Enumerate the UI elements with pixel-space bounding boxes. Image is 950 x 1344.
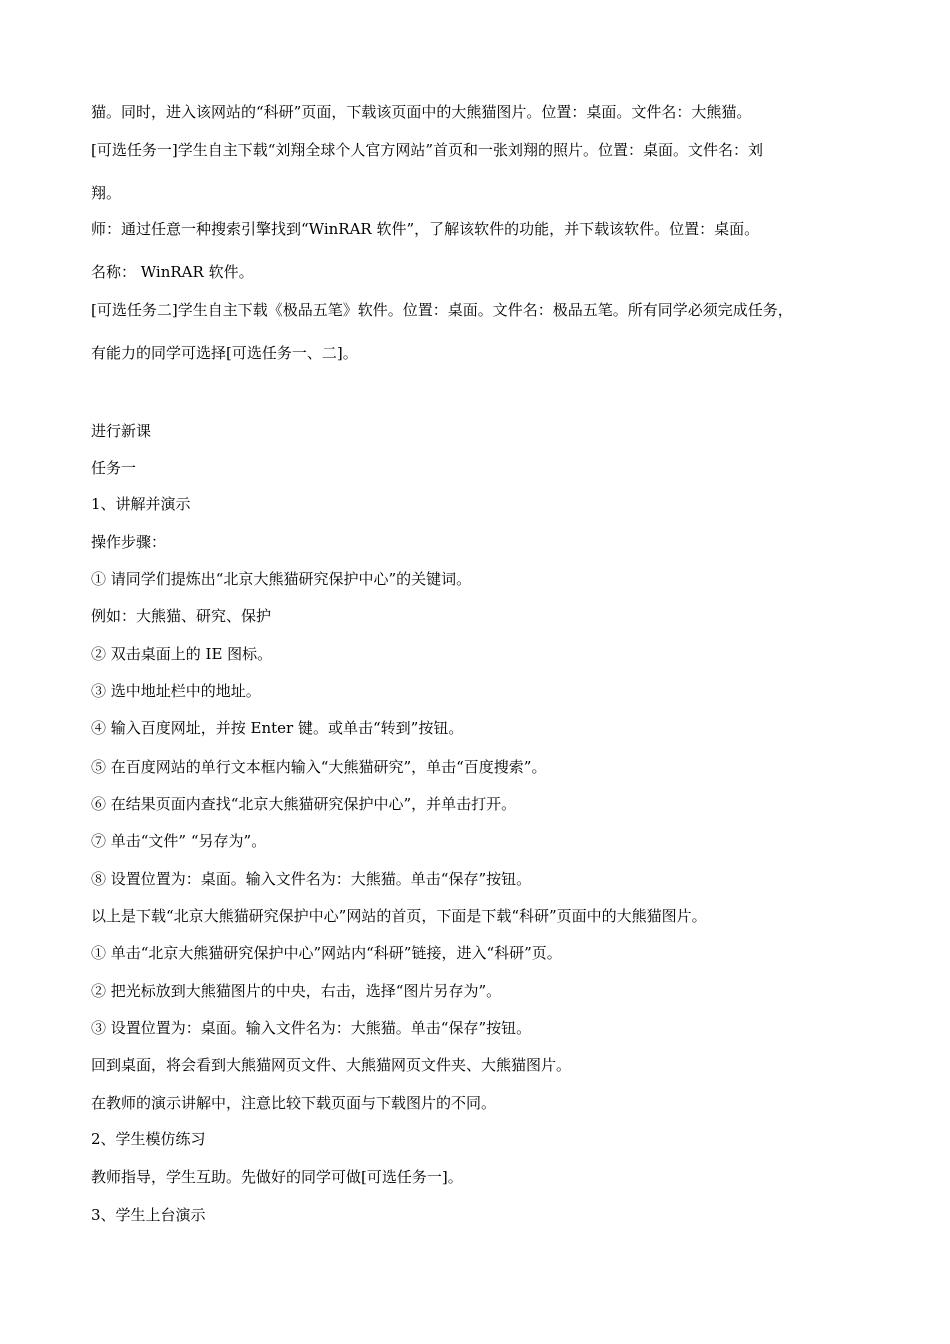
list-item: ② 双击桌面上的 IE 图标。	[91, 645, 273, 663]
list-item: ① 请同学们提炼出“北京大熊猫研究保护中心”的关键词。	[91, 570, 472, 588]
step-heading: 2、学生模仿练习	[91, 1130, 206, 1148]
list-item: ⑥ 在结果页面内查找“北京大熊猫研究保护中心”，并单击打开。	[91, 795, 517, 813]
text-line: 翔。	[91, 184, 122, 202]
text-line: 猫。同时，进入该网站的“科研”页面，下载该页面中的大熊猫图片。位置：桌面。文件名：大熊猫。	[91, 103, 752, 121]
step-heading: 1、讲解并演示	[91, 495, 191, 513]
list-item: ② 把光标放到大熊猫图片的中央，右击，选择“图片另存为”。	[91, 982, 502, 1000]
list-item: ⑤ 在百度网站的单行文本框内输入“大熊猫研究”，单击“百度搜索”。	[91, 758, 547, 776]
text-line: 操作步骤：	[91, 533, 167, 551]
list-item: ③ 选中地址栏中的地址。	[91, 682, 261, 700]
text-line: 有能力的同学可选择[可选任务一、二]。	[91, 344, 358, 362]
text-line: 教师指导，学生互助。先做好的同学可做[可选任务一]。	[91, 1168, 463, 1186]
text-line: [可选任务一]学生自主下载“刘翔全球个人官方网站”首页和一张刘翔的照片。位置：桌面。文件名：刘	[91, 141, 764, 159]
text-line: 回到桌面，将会看到大熊猫网页文件、大熊猫网页文件夹、大熊猫图片。	[91, 1056, 572, 1074]
list-item: ③ 设置位置为：桌面。输入文件名为：大熊猫。单击“保存”按钮。	[91, 1019, 532, 1037]
list-item: ④ 输入百度网址，并按 Enter 键。或单击“转到”按钮。	[91, 719, 464, 737]
text-line: 以上是下载“北京大熊猫研究保护中心”网站的首页，下面是下载“科研”页面中的大熊猫图片。	[91, 907, 707, 925]
section-heading: 进行新课	[91, 422, 152, 440]
task-heading: 任务一	[91, 459, 137, 477]
text-line: 在教师的演示讲解中，注意比较下载页面与下载图片的不同。	[91, 1094, 497, 1112]
step-heading: 3、学生上台演示	[91, 1206, 206, 1224]
text-line: 名称： WinRAR 软件。	[91, 263, 254, 281]
text-line: 例如：大熊猫、研究、保护	[91, 607, 272, 625]
text-line: [可选任务二]学生自主下载《极品五笔》软件。位置：桌面。文件名：极品五笔。所有同学必须完成任务，	[91, 301, 793, 319]
text-line: 师：通过任意一种搜索引擎找到“WinRAR 软件”，了解该软件的功能，并下载该软件。位置：桌面。	[91, 220, 760, 238]
list-item: ① 单击“北京大熊猫研究保护中心”网站内“科研”链接，进入“科研”页。	[91, 944, 562, 962]
list-item: ⑧ 设置位置为：桌面。输入文件名为：大熊猫。单击“保存”按钮。	[91, 870, 532, 888]
list-item: ⑦ 单击“文件” “另存为”。	[91, 832, 267, 850]
